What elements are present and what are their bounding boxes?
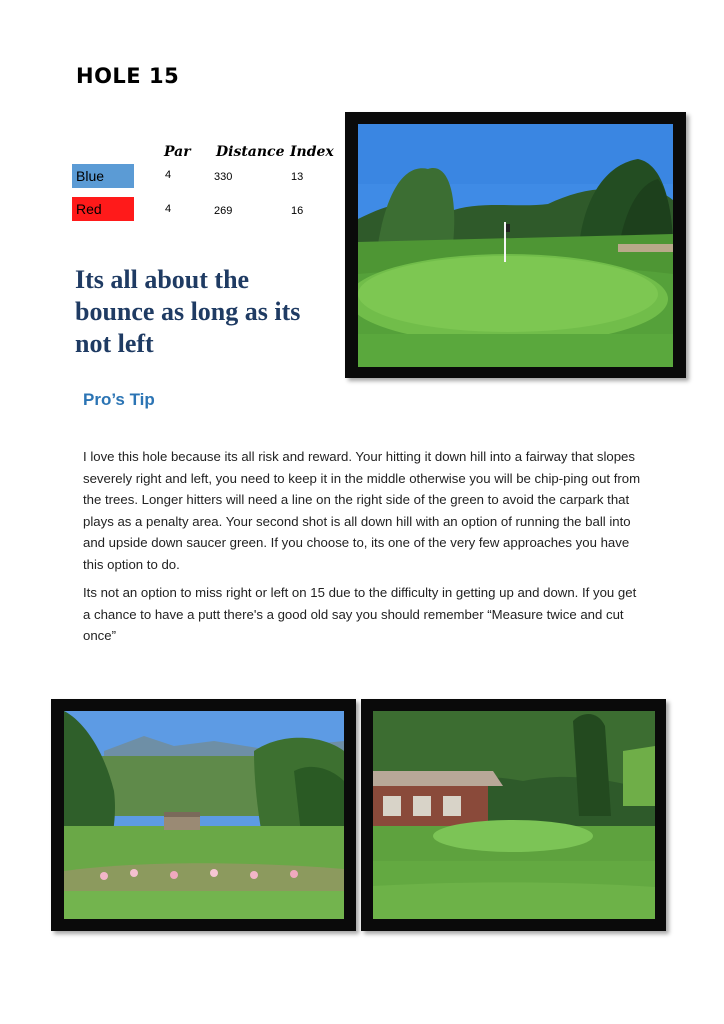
fairway-view-photo <box>64 711 344 919</box>
tee-red-par: 4 <box>165 203 172 215</box>
tee-blue-par: 4 <box>165 169 172 181</box>
index-header: Index <box>290 144 334 160</box>
headline: Its all about the bounce as long as its not left <box>75 265 301 358</box>
tee-blue-label: Blue <box>72 164 134 188</box>
green-flag-photo <box>358 124 673 367</box>
clubhouse-photo-frame <box>361 699 666 931</box>
par-header: Par <box>164 144 191 160</box>
tee-red-label: Red <box>72 197 134 221</box>
clubhouse-green-photo <box>373 711 655 919</box>
main-photo-frame <box>345 112 686 378</box>
tee-red-distance: 269 <box>214 205 233 217</box>
distance-header: Distance <box>216 144 285 160</box>
tee-blue-distance: 330 <box>214 171 233 183</box>
tee-blue-index: 13 <box>291 171 304 183</box>
tip-paragraph-2: Its not an option to miss right or left on 15 due to the difficulty in getting up and down. If you get a chance to have a putt there's a good old say you should remember “Measure twice and cut once” <box>83 585 637 643</box>
hole-title: HOLE 15 <box>76 64 180 88</box>
tee-red-index: 16 <box>291 205 304 217</box>
fairway-photo-frame <box>51 699 356 931</box>
pros-tip-title: Pro’s Tip <box>83 390 155 409</box>
tip-paragraph-1: I love this hole because its all risk and reward. Your hitting it down hill into a fairway that slopes severely right and left, you need to keep it in the middle otherwise you will be chip-ping out from the trees. Longer hitters will need a line on the right side of the green to avoid the carpark that plays as a penalty area. Your second shot is all down hill with an option of running the ball into and upside down saucer green. If you choose to, its one of the very few approaches you have this option to do. <box>83 449 641 572</box>
